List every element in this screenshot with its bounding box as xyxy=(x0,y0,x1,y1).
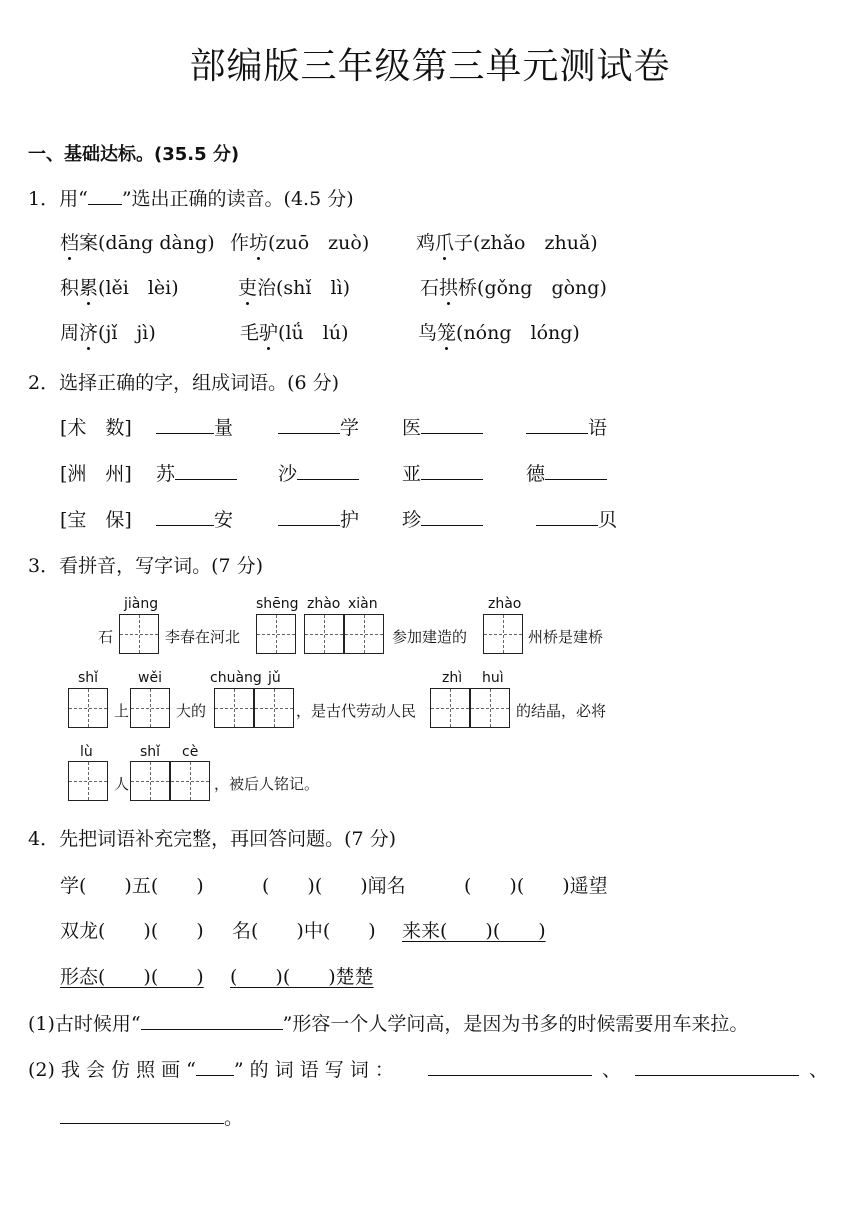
word-blank[interactable]: 安 xyxy=(156,505,233,532)
writing-grid-box[interactable] xyxy=(119,614,159,654)
writing-grid-box[interactable] xyxy=(470,688,510,728)
pronunciation-item[interactable]: 周济(jǐ jì) xyxy=(60,318,156,345)
writing-grid-box[interactable] xyxy=(68,688,108,728)
pronunciation-item[interactable]: 积累(lěi lèi) xyxy=(60,273,179,300)
question-text: 用“ xyxy=(59,188,88,210)
pronunciation-item[interactable]: 鸡爪子(zhǎo zhuǎ) xyxy=(416,228,598,255)
question-3-heading: 3．看拼音，写字词。(7 分) xyxy=(28,555,264,577)
idiom-fill[interactable]: 形态( )( ) xyxy=(60,966,204,988)
pronunciation-item[interactable]: 吏治(shǐ lì) xyxy=(238,273,350,300)
pinyin-label: cè xyxy=(182,744,199,760)
word-blank[interactable]: 德 xyxy=(526,459,607,486)
pinyin-label: wěi xyxy=(138,670,162,686)
writing-grid-box[interactable] xyxy=(254,688,294,728)
word-blank[interactable]: 量 xyxy=(156,413,233,440)
pronunciation-item[interactable]: 毛驴(lǘ lú) xyxy=(240,318,348,345)
writing-grid-box[interactable] xyxy=(304,614,344,654)
sentence-text: 石 xyxy=(98,628,114,646)
pinyin-label: shǐ xyxy=(78,670,99,686)
pinyin-label: chuàng xyxy=(210,670,262,686)
char-choice-bracket: [洲 州] xyxy=(60,463,132,485)
pronunciation-item[interactable]: 鸟笼(nóng lóng) xyxy=(418,318,580,345)
idiom-fill[interactable]: ( )( )楚楚 xyxy=(230,966,374,988)
char-choice-bracket: [术 数] xyxy=(60,417,132,439)
answer-blank[interactable] xyxy=(141,1011,283,1030)
sub-question-2: (2) 我 会 仿 照 画 “ ” 的 词 语 写 词 ： xyxy=(28,1059,394,1081)
word-blank[interactable]: 苏 xyxy=(156,459,237,486)
writing-grid-box[interactable] xyxy=(170,761,210,801)
pronunciation-item[interactable]: 档案(dāng dàng) xyxy=(60,228,215,255)
idiom-fill[interactable]: 双龙( )( ) xyxy=(60,920,204,942)
sentence-text: 州桥是建桥 xyxy=(528,628,604,646)
word-blank[interactable]: 学 xyxy=(278,413,359,440)
sentence-text: 人 xyxy=(114,775,130,793)
idiom-fill[interactable]: 学( )五( ) xyxy=(60,875,204,897)
sub-question-1: (1)古时候用“ ”形容一个人学问高，是因为书多的时候需要用车来拉。 xyxy=(28,1013,749,1035)
word-blank[interactable]: 医 xyxy=(402,413,483,440)
writing-grid-box[interactable] xyxy=(344,614,384,654)
page-title: 部编版三年级第三单元测试卷 xyxy=(189,46,671,87)
sentence-text: 大的 xyxy=(176,702,207,720)
question-number: 1． xyxy=(28,188,60,210)
writing-grid-box[interactable] xyxy=(130,688,170,728)
writing-grid-box[interactable] xyxy=(130,761,170,801)
writing-grid-box[interactable] xyxy=(68,761,108,801)
answer-blank-group[interactable]: 。 xyxy=(60,1103,243,1130)
pinyin-label: lù xyxy=(80,744,93,760)
sentence-text: ，被后人铭记。 xyxy=(214,775,320,793)
idiom-fill[interactable]: 名( )中( ) xyxy=(232,920,376,942)
answer-blank-group[interactable]: 、 、 xyxy=(428,1055,828,1082)
answer-blank[interactable] xyxy=(196,1057,234,1076)
question-1-heading xyxy=(28,184,354,211)
pinyin-label: huì xyxy=(482,670,504,686)
char-choice-bracket: [宝 保] xyxy=(60,509,132,531)
writing-grid-box[interactable] xyxy=(430,688,470,728)
pronunciation-item[interactable]: 作坊(zuō zuò) xyxy=(230,228,369,255)
pronunciation-item[interactable]: 石拱桥(gǒng gòng) xyxy=(420,273,607,300)
sentence-text: 上 xyxy=(114,702,130,720)
question-4-heading: 4．先把词语补充完整，再回答问题。(7 分) xyxy=(28,828,397,850)
writing-grid-box[interactable] xyxy=(256,614,296,654)
idiom-fill[interactable]: 来来( )( ) xyxy=(402,920,546,942)
word-blank[interactable]: 珍 xyxy=(402,505,483,532)
sentence-text: 李春在河北 xyxy=(165,628,241,646)
pinyin-label: zhào xyxy=(488,596,522,612)
pinyin-label: xiàn xyxy=(348,596,378,612)
question-2-heading: 2．选择正确的字，组成词语。(6 分) xyxy=(28,372,340,394)
word-blank[interactable]: 沙 xyxy=(278,459,359,486)
pinyin-label: jǔ xyxy=(268,670,281,686)
word-blank[interactable]: 护 xyxy=(278,505,359,532)
section-heading: 一、基础达标。(35.5 分) xyxy=(28,144,240,165)
answer-blank[interactable] xyxy=(88,186,122,205)
word-blank[interactable]: 语 xyxy=(526,413,607,440)
idiom-fill[interactable]: ( )( )闻名 xyxy=(262,875,406,897)
pinyin-label: shǐ xyxy=(140,744,161,760)
question-text: ”选出正确的读音。(4.5 分) xyxy=(121,188,354,210)
idiom-fill[interactable]: ( )( )遥望 xyxy=(464,875,608,897)
pinyin-label: zhào xyxy=(307,596,341,612)
writing-grid-box[interactable] xyxy=(483,614,523,654)
word-blank[interactable]: 贝 xyxy=(536,505,617,532)
pinyin-label: jiàng xyxy=(124,596,159,612)
writing-grid-box[interactable] xyxy=(214,688,254,728)
pinyin-label: shēng xyxy=(256,596,299,612)
pinyin-label: zhì xyxy=(442,670,463,686)
sentence-text: ，是古代劳动人民 xyxy=(296,702,417,720)
word-blank[interactable]: 亚 xyxy=(402,459,483,486)
sentence-text: 参加建造的 xyxy=(392,628,468,646)
sentence-text: 的结晶，必将 xyxy=(516,702,607,720)
